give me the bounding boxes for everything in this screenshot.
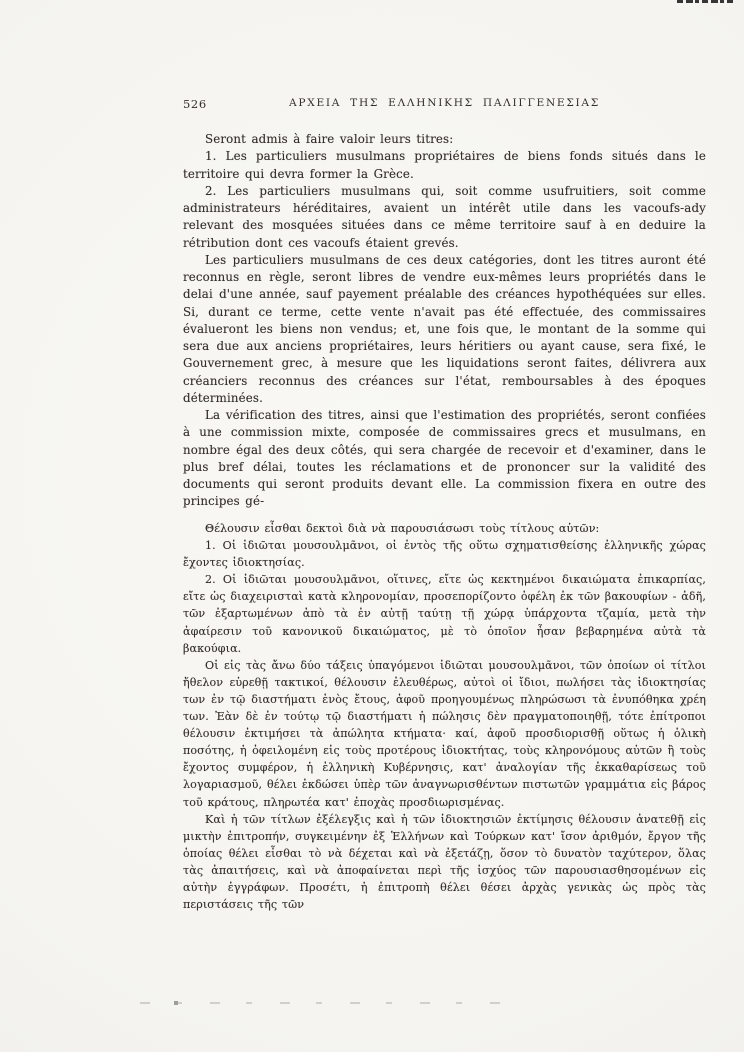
greek-paragraph: 1. Οἱ ἰδιῶται μουσουλμᾶνοι, οἱ ἐντὸς τῆς οὕτω σχηματισθείσης ἑλληνικῆς χώρας ἔχοντες ἰδιοκτησίας.: [183, 539, 706, 570]
french-paragraph: 1. Les particuliers musulmans propriétaires de biens fonds situés dans le territoire qui devra former la Grèce.: [183, 149, 706, 181]
french-paragraph: Les particuliers musulmans de ces deux catégories, dont les titres auront été reconnus en règle, seront libres de vendre eux-mêmes leurs propriétés dans le delai d'une année, sauf payement préalable des créances hypothéquées sur elles. Si, durant ce terme, cette vente n'avait pas été effectuée, des commissaires évalueront les biens non vendus; et, une fois que, le montant de la somme qui sera due aux anciens propriétaires, leurs héritiers ou ayant cause, sera fixé, le Gouvernement grec, à mesure que les liquidations seront faites, délivrera aux créanciers reconnus des créances sur l'état, remboursables à des époques déterminées.: [183, 252, 706, 405]
scan-artifact-dashes: [140, 1002, 522, 1004]
greek-paragraph: 2. Οἱ ἰδιῶται μουσουλμᾶνοι, οἵτινες, εἴτε ὡς κεκτημένοι δικαιώματα ἐπικαρπίας, εἴτε ὡς διαχειρισταὶ κατὰ κληρονομίαν, προσεπορίζοντο ὀφέλη ἐκ τῶν βακουφίων - ἀδῆ, τῶν ἐξαρτωμένων ἀπὸ τὰ ἐν αὐτῇ ταύτῃ τῇ χώρᾳ ὑπάρχοντα τζαμία, μετὰ τὴν ἀφαίρεσιν τοῦ κανονικοῦ δικαιώματος, μὲ τὸ ὁποῖον ἦσαν βεβαρημένα αὐτὰ τὰ βακούφια.: [183, 573, 706, 655]
page-number: 526: [183, 97, 207, 111]
running-header-title: ΑΡΧΕΙΑ ΤΗΣ ΕΛΛΗΝΙΚΗΣ ΠΑΛΙΓΓΕΝΕΣΙΑΣ: [289, 97, 600, 109]
french-text-block: [183, 131, 706, 511]
greek-paragraph: Θέλουσιν εἶσθαι δεκτοὶ διὰ νὰ παρουσιάσωσι τοὺς τίτλους αὑτῶν:: [205, 522, 600, 535]
scan-artifact-top-edge: [677, 0, 735, 3]
greek-paragraph: Οἱ εἰς τὰς ἄνω δύο τάξεις ὑπαγόμενοι ἰδιῶται μουσουλμᾶνοι, τῶν ὁποίων οἱ τίτλοι ἤθελον εὑρεθῇ τακτικοί, θέλουσιν ἐλευθέρως, αὐτοὶ οἱ ἴδιοι, πωλήσει τὰς ἰδιοκτησίας των ἐν τῷ διαστήματι ἑνὸς ἔτους, ἀφοῦ προηγουμένως πληρώσωσι τὰ ἐνυπόθηκα χρέη των. Ἐὰν δὲ ἐν τούτῳ τῷ διαστήματι ἡ πώλησις δὲν πραγματοποιηθῇ, τότε ἐπίτροποι θέλουσιν ἐκτιμήσει τὰ ἀπώλητα κτήματα· καί, ἀφοῦ προσδιορισθῇ οὕτως ἡ ὁλικὴ ποσότης, ἡ ὀφειλομένη εἰς τοὺς προτέρους ἰδιοκτήτας, τοὺς κληρονόμους αὐτῶν ἢ τοὺς ἔχοντος συμφέρον, ἡ ἑλληνικὴ Κυβέρνησις, κατ' ἀναλογίαν τῆς ἐκκαθαρίσεως τοῦ λογαριασμοῦ, θέλει ἐκδώσει ὑπὲρ τῶν ἀναγνωρισθέντων πιστωτῶν γραμμάτια εἰς βάρος τοῦ κράτους, πληρωτέα κατ' ἐποχὰς προσδιωρισμένας.: [183, 658, 706, 809]
running-header: [183, 97, 706, 109]
french-paragraph: 2. Les particuliers musulmans qui, soit comme usufruitiers, soit comme administrateurs héréditaires, avaient un intérêt utile dans les vacoufs-ady relevant des mosquées situées dans ce même territoire sauf à en deduire la rétribution dont ces vacoufs étaient grevés.: [183, 183, 706, 250]
greek-paragraph: Καὶ ἡ τῶν τίτλων ἐξέλεγξις καὶ ἡ τῶν ἰδιοκτησιῶν ἐκτίμησις θέλουσιν ἀνατεθῇ εἰς μικτὴν ἐπιτροπήν, συγκειμένην ἐξ Ἑλλήνων καὶ Τούρκων κατ' ἴσον ἀριθμόν, ἔργον τῆς ὁποίας θέλει εἶσθαι τὸ νὰ δέχεται καὶ νὰ ἐξετάζῃ, ὅσον τὸ δυνατὸν ταχύτερον, ὅλας τὰς ἀπαιτήσεις, καὶ νὰ ἀποφαίνεται περὶ τῆς ἰσχύος τῶν παρουσιασθησομένων εἰς αὐτὴν ἐγγράφων. Προσέτι, ἡ ἐπιτροπὴ θέλει θέσει ἀρχὰς γενικὰς ὡς πρὸς τὰς περιστάσεις τῆς τῶν: [183, 812, 706, 912]
french-paragraph: Seront admis à faire valoir leurs titres:: [205, 132, 454, 146]
french-paragraph: La vérification des titres, ainsi que l'estimation des propriétés, seront confiées à une commission mixte, composée de commissaires grecs et musulmans, en nombre égal des deux côtés, qui sera chargée de recevoir et d'examiner, dans le plus bref délai, toutes les réclamations et de prononcer sur la validité des documents qui seront produits devant elle. La commission fixera en outre des principes gé-: [183, 408, 706, 509]
greek-text-block: [183, 520, 706, 913]
